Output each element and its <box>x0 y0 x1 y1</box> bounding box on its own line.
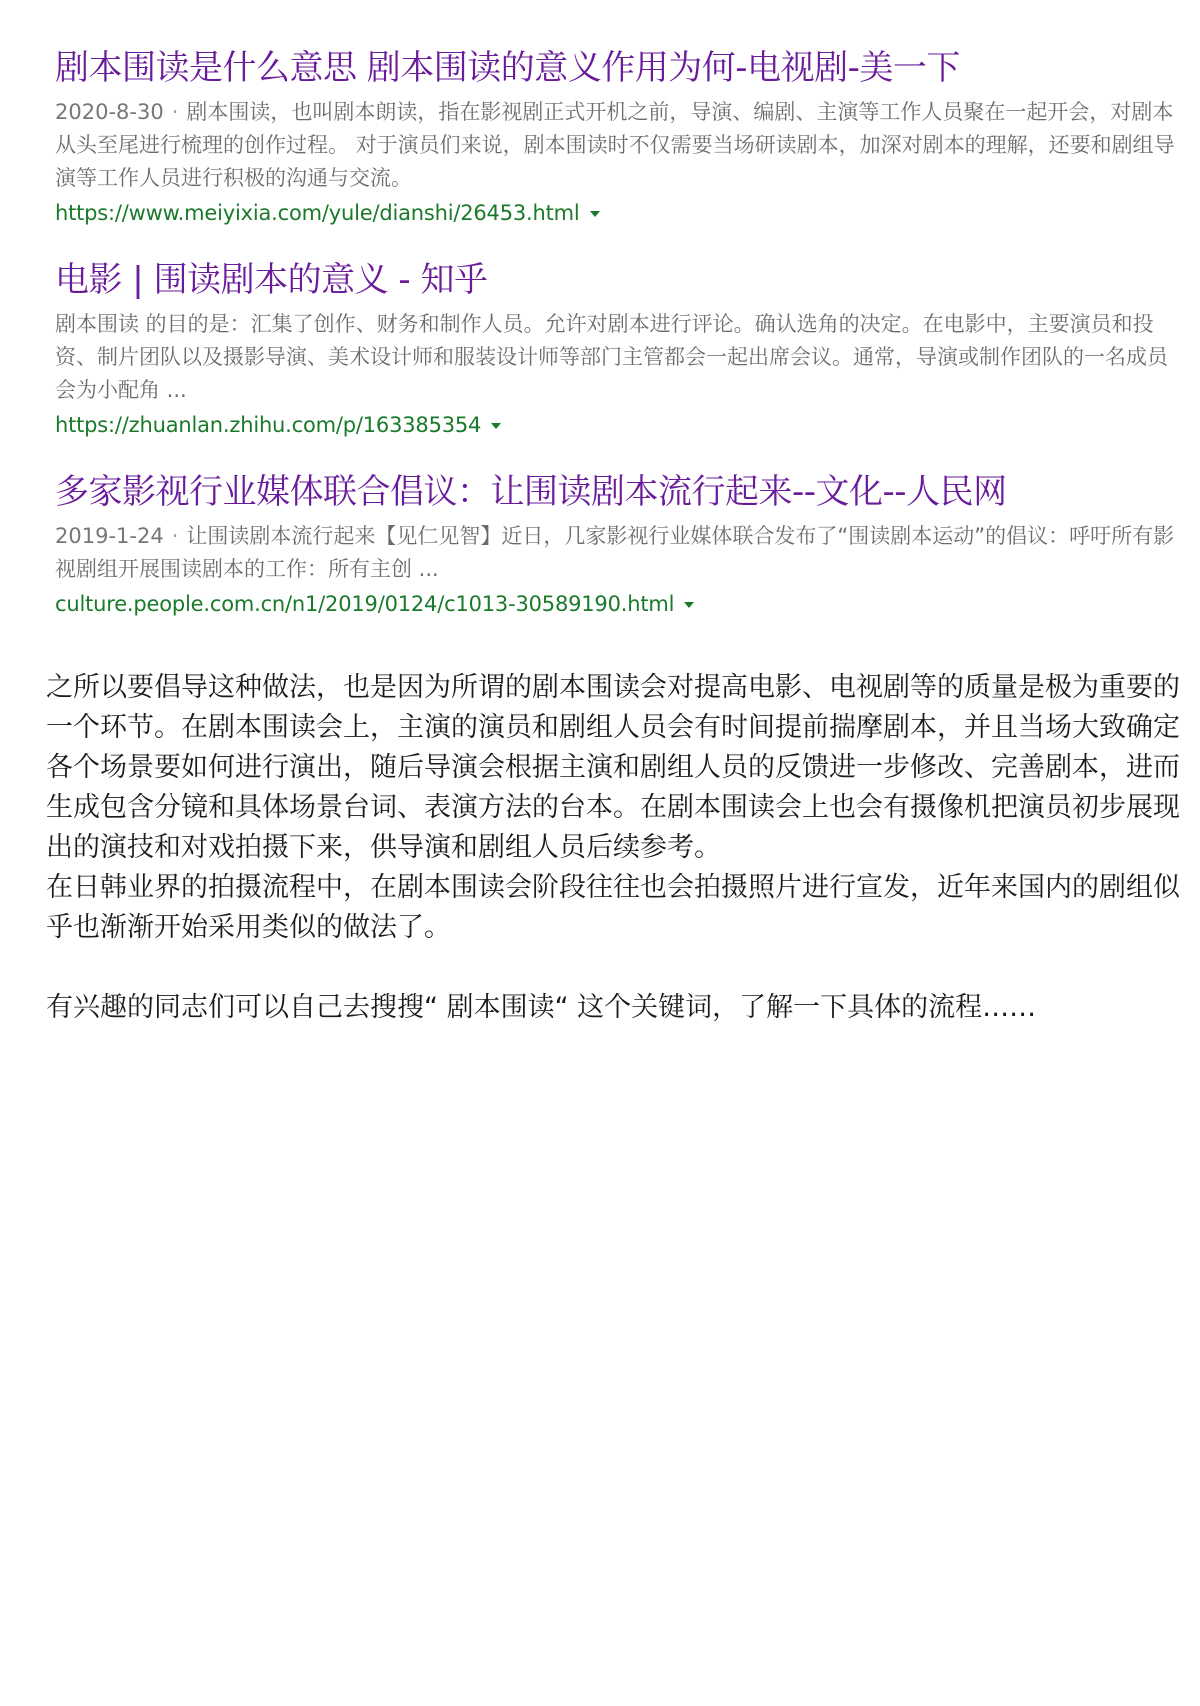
result-url-row <box>55 198 1185 228</box>
search-results <box>55 42 1185 645</box>
date-separator: · <box>171 524 179 548</box>
result-url-link[interactable]: https://zhuanlan.zhihu.com/p/163385354 <box>55 413 482 437</box>
article-paragraph: 在日韩业界的拍摄流程中，在剧本围读会阶段往往也会拍摄照片进行宣发，近年来国内的剧组似乎也渐渐开始采用类似的做法了。 <box>46 872 1180 943</box>
result-snippet <box>55 520 1185 586</box>
paragraph-spacer <box>46 948 1194 988</box>
search-result-3 <box>55 466 1185 619</box>
date-separator: · <box>171 100 179 124</box>
article-body <box>46 668 1194 1028</box>
result-url-link[interactable]: https://www.meiyixia.com/yule/dianshi/26453.html <box>55 201 580 225</box>
result-date: 2020-8-30 <box>55 100 164 124</box>
result-snippet-text: 剧本围读 的目的是：汇集了创作、财务和制作人员。允许对剧本进行评论。确认选角的决定。在电影中，主要演员和投资、制片团队以及摄影导演、美术设计师和服装设计师等部门主管都会一起出席会议。通常，导演或制作团队的一名成员会为小配角 ... <box>55 312 1168 402</box>
search-result-2 <box>55 254 1185 440</box>
result-snippet <box>55 308 1185 407</box>
caret-down-icon[interactable] <box>590 211 600 217</box>
result-snippet-text: 让围读剧本流行起来【见仁见智】近日，几家影视行业媒体联合发布了“围读剧本运动”的倡议：呼吁所有影视剧组开展围读剧本的工作：所有主创 ... <box>55 524 1175 581</box>
article-paragraph: 之所以要倡导这种做法，也是因为所谓的剧本围读会对提高电影、电视剧等的质量是极为重要的一个环节。在剧本围读会上，主演的演员和剧组人员会有时间提前揣摩剧本，并且当场大致确定各个场景要如何进行演出，随后导演会根据主演和剧组人员的反馈进一步修改、完善剧本，进而生成包含分镜和具体场景台词、表演方法的台本。在剧本围读会上也会有摄像机把演员初步展现出的演技和对戏拍摄下来，供导演和剧组人员后续参考。 <box>46 672 1180 863</box>
result-snippet <box>55 96 1185 195</box>
result-url-link[interactable]: culture.people.com.cn/n1/2019/0124/c1013-30589190.html <box>55 592 675 616</box>
result-date: 2019-1-24 <box>55 524 164 548</box>
article-paragraph: 有兴趣的同志们可以自己去搜搜“ 剧本围读“ 这个关键词，了解一下具体的流程…… <box>46 992 1037 1023</box>
result-url-row <box>55 410 1185 440</box>
result-url-row <box>55 589 1185 619</box>
search-result-1 <box>55 42 1185 228</box>
result-title-link[interactable]: 电影 | 围读剧本的意义 - 知乎 <box>55 260 488 300</box>
result-title-link[interactable]: 剧本围读是什么意思 剧本围读的意义作用为何-电视剧-美一下 <box>55 48 960 88</box>
caret-down-icon[interactable] <box>684 602 694 608</box>
caret-down-icon[interactable] <box>491 423 501 429</box>
result-snippet-text: 剧本围读，也叫剧本朗读，指在影视剧正式开机之前，导演、编剧、主演等工作人员聚在一起开会，对剧本从头至尾进行梳理的创作过程。 对于演员们来说，剧本围读时不仅需要当场研读剧本，加深对剧本的理解，还要和剧组导演等工作人员进行积极的沟通与交流。 <box>55 100 1175 190</box>
result-title-link[interactable]: 多家影视行业媒体联合倡议：让围读剧本流行起来--文化--人民网 <box>55 472 1007 512</box>
